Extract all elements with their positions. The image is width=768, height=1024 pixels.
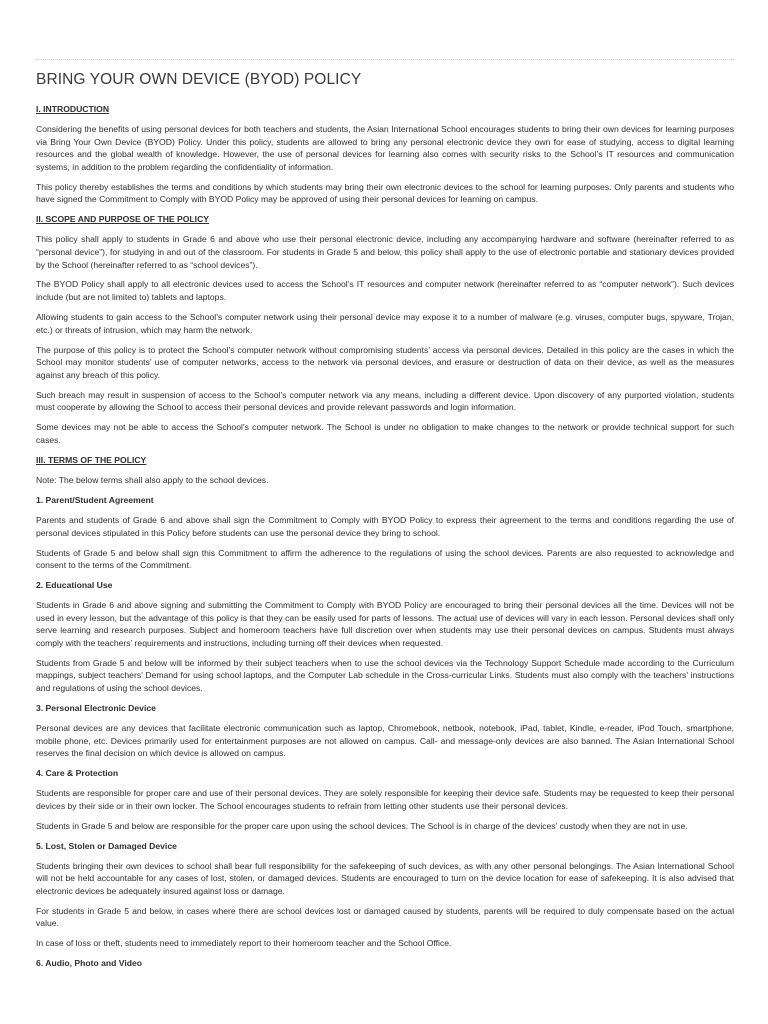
paragraph: In case of loss or theft, students need to immediately report to their homeroom teacher and the School Office. xyxy=(36,938,452,949)
paragraph: Allowing students to gain access to the School’s computer network using their personal device may expose it to a number of malware (e.g. viruses, computer bugs, spyware, Trojan, etc.) or threats of intrusion, which may harm the network. xyxy=(36,312,734,335)
section-heading-scope: II. SCOPE AND PURPOSE OF THE POLICY xyxy=(36,214,210,225)
paragraph: Note: The below terms shall also apply to the school devices. xyxy=(36,474,269,485)
document-body xyxy=(36,103,734,970)
paragraph: This policy thereby establishes the terms and conditions by which students may bring their own electronic devices to the school for learning purposes. Only parents and students who have signed the Commitment to Comply with BYOD Policy may be approved of using their personal devices for learning on campus. xyxy=(36,181,734,205)
paragraph: Students of Grade 5 and below shall sign this Commitment to affirm the adherence to the regulations of using the school devices. Parents are also requested to acknowledge and consent to the terms of the Commitment. xyxy=(36,547,734,571)
paragraph: Students are responsible for proper care and use of their personal devices. They are solely responsible for keeping their device safe. Students may be requested to keep their personal devices by their side or in their own locker. The School encourages students to refrain from letting other students use their personal devices. xyxy=(36,788,734,811)
paragraph: For students in Grade 5 and below, in cases where there are school devices lost or damaged caused by students, parents will be required to duly compensate based on the actual value. xyxy=(36,905,734,929)
paragraph: Students bringing their own devices to school shall bear full responsibility for the safekeeping of such devices, as with any other personal belongings. The Asian International School will not be held accountable for any cases of lost, stolen, or damaged devices. Students are encouraged to turn on the device location for ease of safekeeping. It is also advised that electronic devices be adequately insured against loss or damage. xyxy=(36,860,734,896)
subheading-audio-photo-video: 6. Audio, Photo and Video xyxy=(36,958,142,969)
paragraph: Some devices may not be able to access the School’s computer network. The School is under no obligation to make changes to the network or provide technical support for such cases. xyxy=(36,422,734,445)
paragraph: Students in Grade 6 and above signing and submitting the Commitment to Comply with BYOD Policy are encouraged to bring their personal devices all the time. Devices will not be used in every lesson, but the advantage of this policy is that they can be easily used for parts of lessons. The actual use of devices will vary in each lesson. Personal devices shall only serve learning and research purposes. Subject and homeroom teachers have full discretion over when students may use their personal devices on campus. Students must always comply with the teachers’ requirements and instructions, including turning off their devices when requested. xyxy=(36,600,734,648)
section-heading-terms: III. TERMS OF THE POLICY xyxy=(36,454,147,465)
subheading-care-protection: 4. Care & Protection xyxy=(36,768,119,779)
top-divider xyxy=(36,59,734,60)
subheading-lost-stolen-damaged: 5. Lost, Stolen or Damaged Device xyxy=(36,840,177,851)
paragraph: The purpose of this policy is to protect the School’s computer network without compromising students’ access via personal devices. Detailed in this policy are the cases in which the School may monitor students’ use of computer networks, access to the network via personal devices, and erasure or destruction of data on their device, as well as the measures against any breach of this policy. xyxy=(36,344,734,380)
paragraph: Students from Grade 5 and below will be informed by their subject teachers when to use the school devices via the Technology Support Schedule made according to the Curriculum mappings, subject teachers’ Demand for using school laptops, and the Computer Lab schedule in the Cross-curricular Links. Students must also comply with the teachers’ instructions and regulations of using the school devices. xyxy=(36,657,734,694)
paragraph: Students in Grade 5 and below are responsible for the proper care upon using the school devices. The School is in charge of the devices’ custody when they are not in use. xyxy=(36,820,688,831)
section-heading-introduction: I. INTRODUCTION xyxy=(36,104,110,114)
paragraph: Such breach may result in suspension of access to the School’s computer network via any means, including a different device. Upon discovery of any purported violation, students must cooperate by allowing the School to access their personal devices and provide relevant passwords and login information. xyxy=(36,389,734,413)
paragraph: Parents and students of Grade 6 and above shall sign the Commitment to Comply with BYOD Policy to express their agreement to the terms and conditions regarding the use of personal devices stipulated in this Policy before students can use the personal device they bring to school. xyxy=(36,514,734,538)
subheading-personal-electronic-device: 3. Personal Electronic Device xyxy=(36,703,156,713)
paragraph: Considering the benefits of using personal devices for both teachers and students, the Asian International School encourages students to bring their own devices for learning purposes via Bring Your Own Device (BYOD) Policy. Under this policy, students are allowed to bring any personal electronic device they own for ease of studying, access to digital learning resources and the global wealth of knowledge. However, the use of personal devices for learning also comes with security risks to the School’s IT resources and communication systems, in addition to the problem regarding the confidentiality of information. xyxy=(36,123,734,172)
page-title: BRING YOUR OWN DEVICE (BYOD) POLICY xyxy=(36,71,362,88)
subheading-parent-student-agreement: 1. Parent/Student Agreement xyxy=(36,494,154,505)
subheading-educational-use: 2. Educational Use xyxy=(36,580,113,591)
paragraph: The BYOD Policy shall apply to all electronic devices used to access the School’s IT resources and computer network (hereinafter referred to as “computer network”). Such devices include (but are not limited to) tablets and laptops. xyxy=(36,279,734,303)
paragraph: Personal devices are any devices that facilitate electronic communication such as laptop, Chromebook, netbook, notebook, iPad, tablet, Kindle, e-reader, iPod Touch, smartphone, mobile phone, etc. Devices primarily used for entertainment purposes are not allowed on campus. Call- and message-only devices are also banned. The Asian International School reserves the final decision on which device is allowed on campus. xyxy=(36,722,734,759)
paragraph: This policy shall apply to students in Grade 6 and above who use their personal electronic device, including any accompanying hardware and software (hereinafter referred to as “personal device”), for studying in and out of the classroom. For students in Grade 5 and below, this policy shall apply to the use of electronic portable and stationary devices provided by the School (hereinafter referred to as “school devices”). xyxy=(36,234,734,270)
